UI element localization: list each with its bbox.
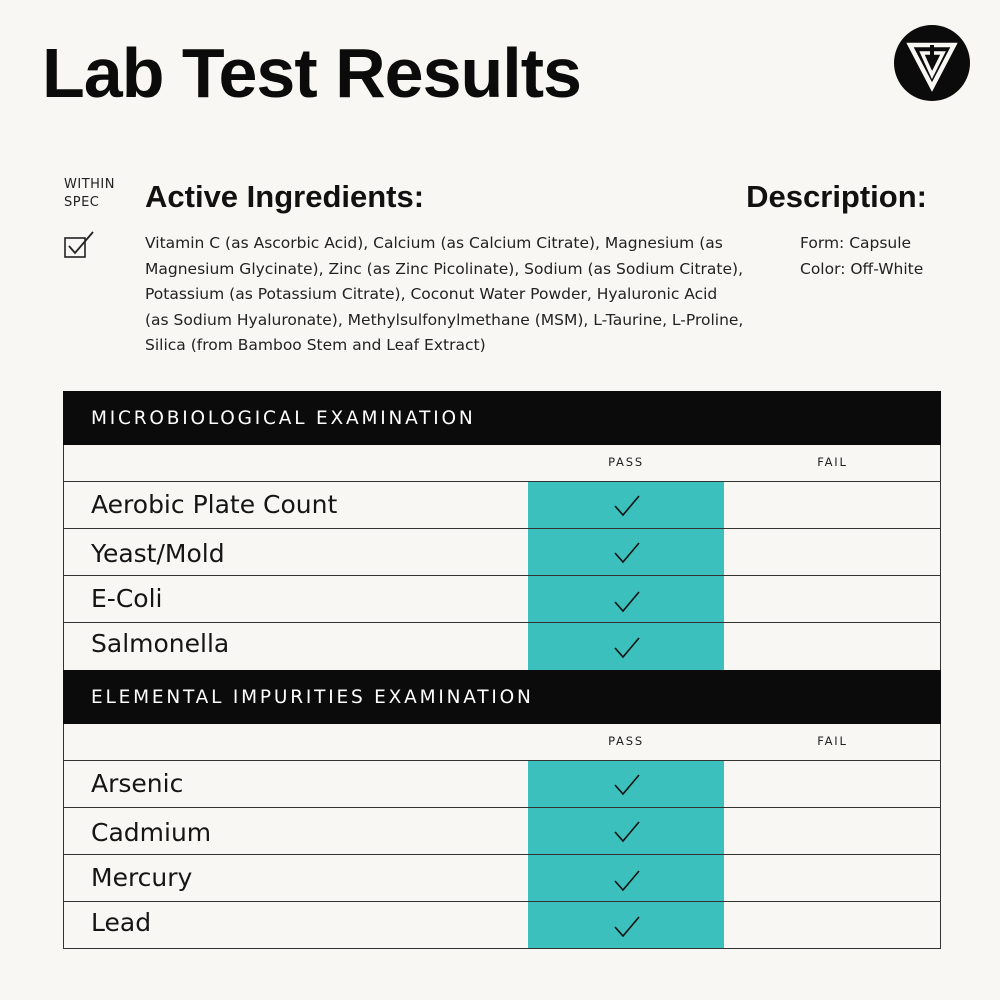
pass-cell (528, 529, 724, 575)
checkmark-icon (613, 773, 641, 797)
checkmark-icon (613, 869, 641, 893)
fail-column-header: FAIL (817, 734, 848, 748)
table-row (63, 761, 941, 808)
pass-cell (528, 576, 724, 622)
table-row (63, 482, 941, 529)
table-row (63, 855, 941, 902)
checkbox-checked-icon (64, 229, 96, 259)
pass-cell (528, 808, 724, 854)
active-ingredients-text: Vitamin C (as Ascorbic Acid), Calcium (as Calcium Citrate), Magnesium (as Magnesium Glycinate), Zinc (as Zinc Picolinate), Sodium (as Sodium Citrate), Potassium (as Potassium Citrate), Coconut Water Powder, Hyaluronic Acid (as Sodium Hyaluronate), Methylsulfonylmethane (MSM), L-Taurine, L-Proline, Silica (from Bamboo Stem and Leaf Extract) (145, 234, 744, 354)
test-name: Cadmium (91, 818, 212, 847)
checkmark-icon (613, 590, 641, 614)
table-row (63, 623, 941, 670)
pass-cell (528, 902, 724, 948)
pass-column-header: PASS (608, 734, 644, 748)
microbiological-section (63, 391, 941, 670)
description-color: Color: Off-White (800, 259, 924, 278)
checkmark-icon (613, 915, 641, 939)
description-form: Form: Capsule (800, 234, 912, 252)
pass-cell (528, 623, 724, 670)
test-name: Arsenic (91, 769, 184, 798)
table-row (63, 529, 941, 576)
test-name: E-Coli (91, 584, 163, 613)
test-name: Yeast/Mold (91, 539, 225, 568)
checkmark-icon (613, 820, 641, 844)
test-name: Salmonella (91, 629, 230, 658)
description-heading: Description: (746, 179, 927, 214)
elemental-impurities-section (63, 670, 941, 949)
pass-column-header: PASS (608, 455, 644, 469)
active-ingredients-heading: Active Ingredients: (145, 179, 425, 214)
fail-column-header: FAIL (817, 455, 848, 469)
checkmark-icon (613, 541, 641, 565)
table-row (63, 902, 941, 949)
test-name: Aerobic Plate Count (91, 490, 338, 519)
table-row (63, 808, 941, 855)
within-spec-label: WITHIN SPEC (64, 177, 115, 210)
table-row (63, 576, 941, 623)
description-details (728, 231, 928, 282)
table-header-row (63, 724, 941, 761)
section-title: MICROBIOLOGICAL EXAMINATION (63, 391, 941, 445)
checkmark-icon (613, 494, 641, 518)
pass-cell (528, 482, 724, 528)
test-name: Lead (91, 908, 152, 937)
pass-cell (528, 855, 724, 901)
section-title: ELEMENTAL IMPURITIES EXAMINATION (63, 670, 941, 724)
table-header-row (63, 445, 941, 482)
pass-cell (528, 761, 724, 807)
v-triangle-logo-icon (894, 25, 970, 101)
test-name: Mercury (91, 863, 193, 892)
page-title: Lab Test Results (42, 34, 581, 112)
checkmark-icon (613, 636, 641, 660)
